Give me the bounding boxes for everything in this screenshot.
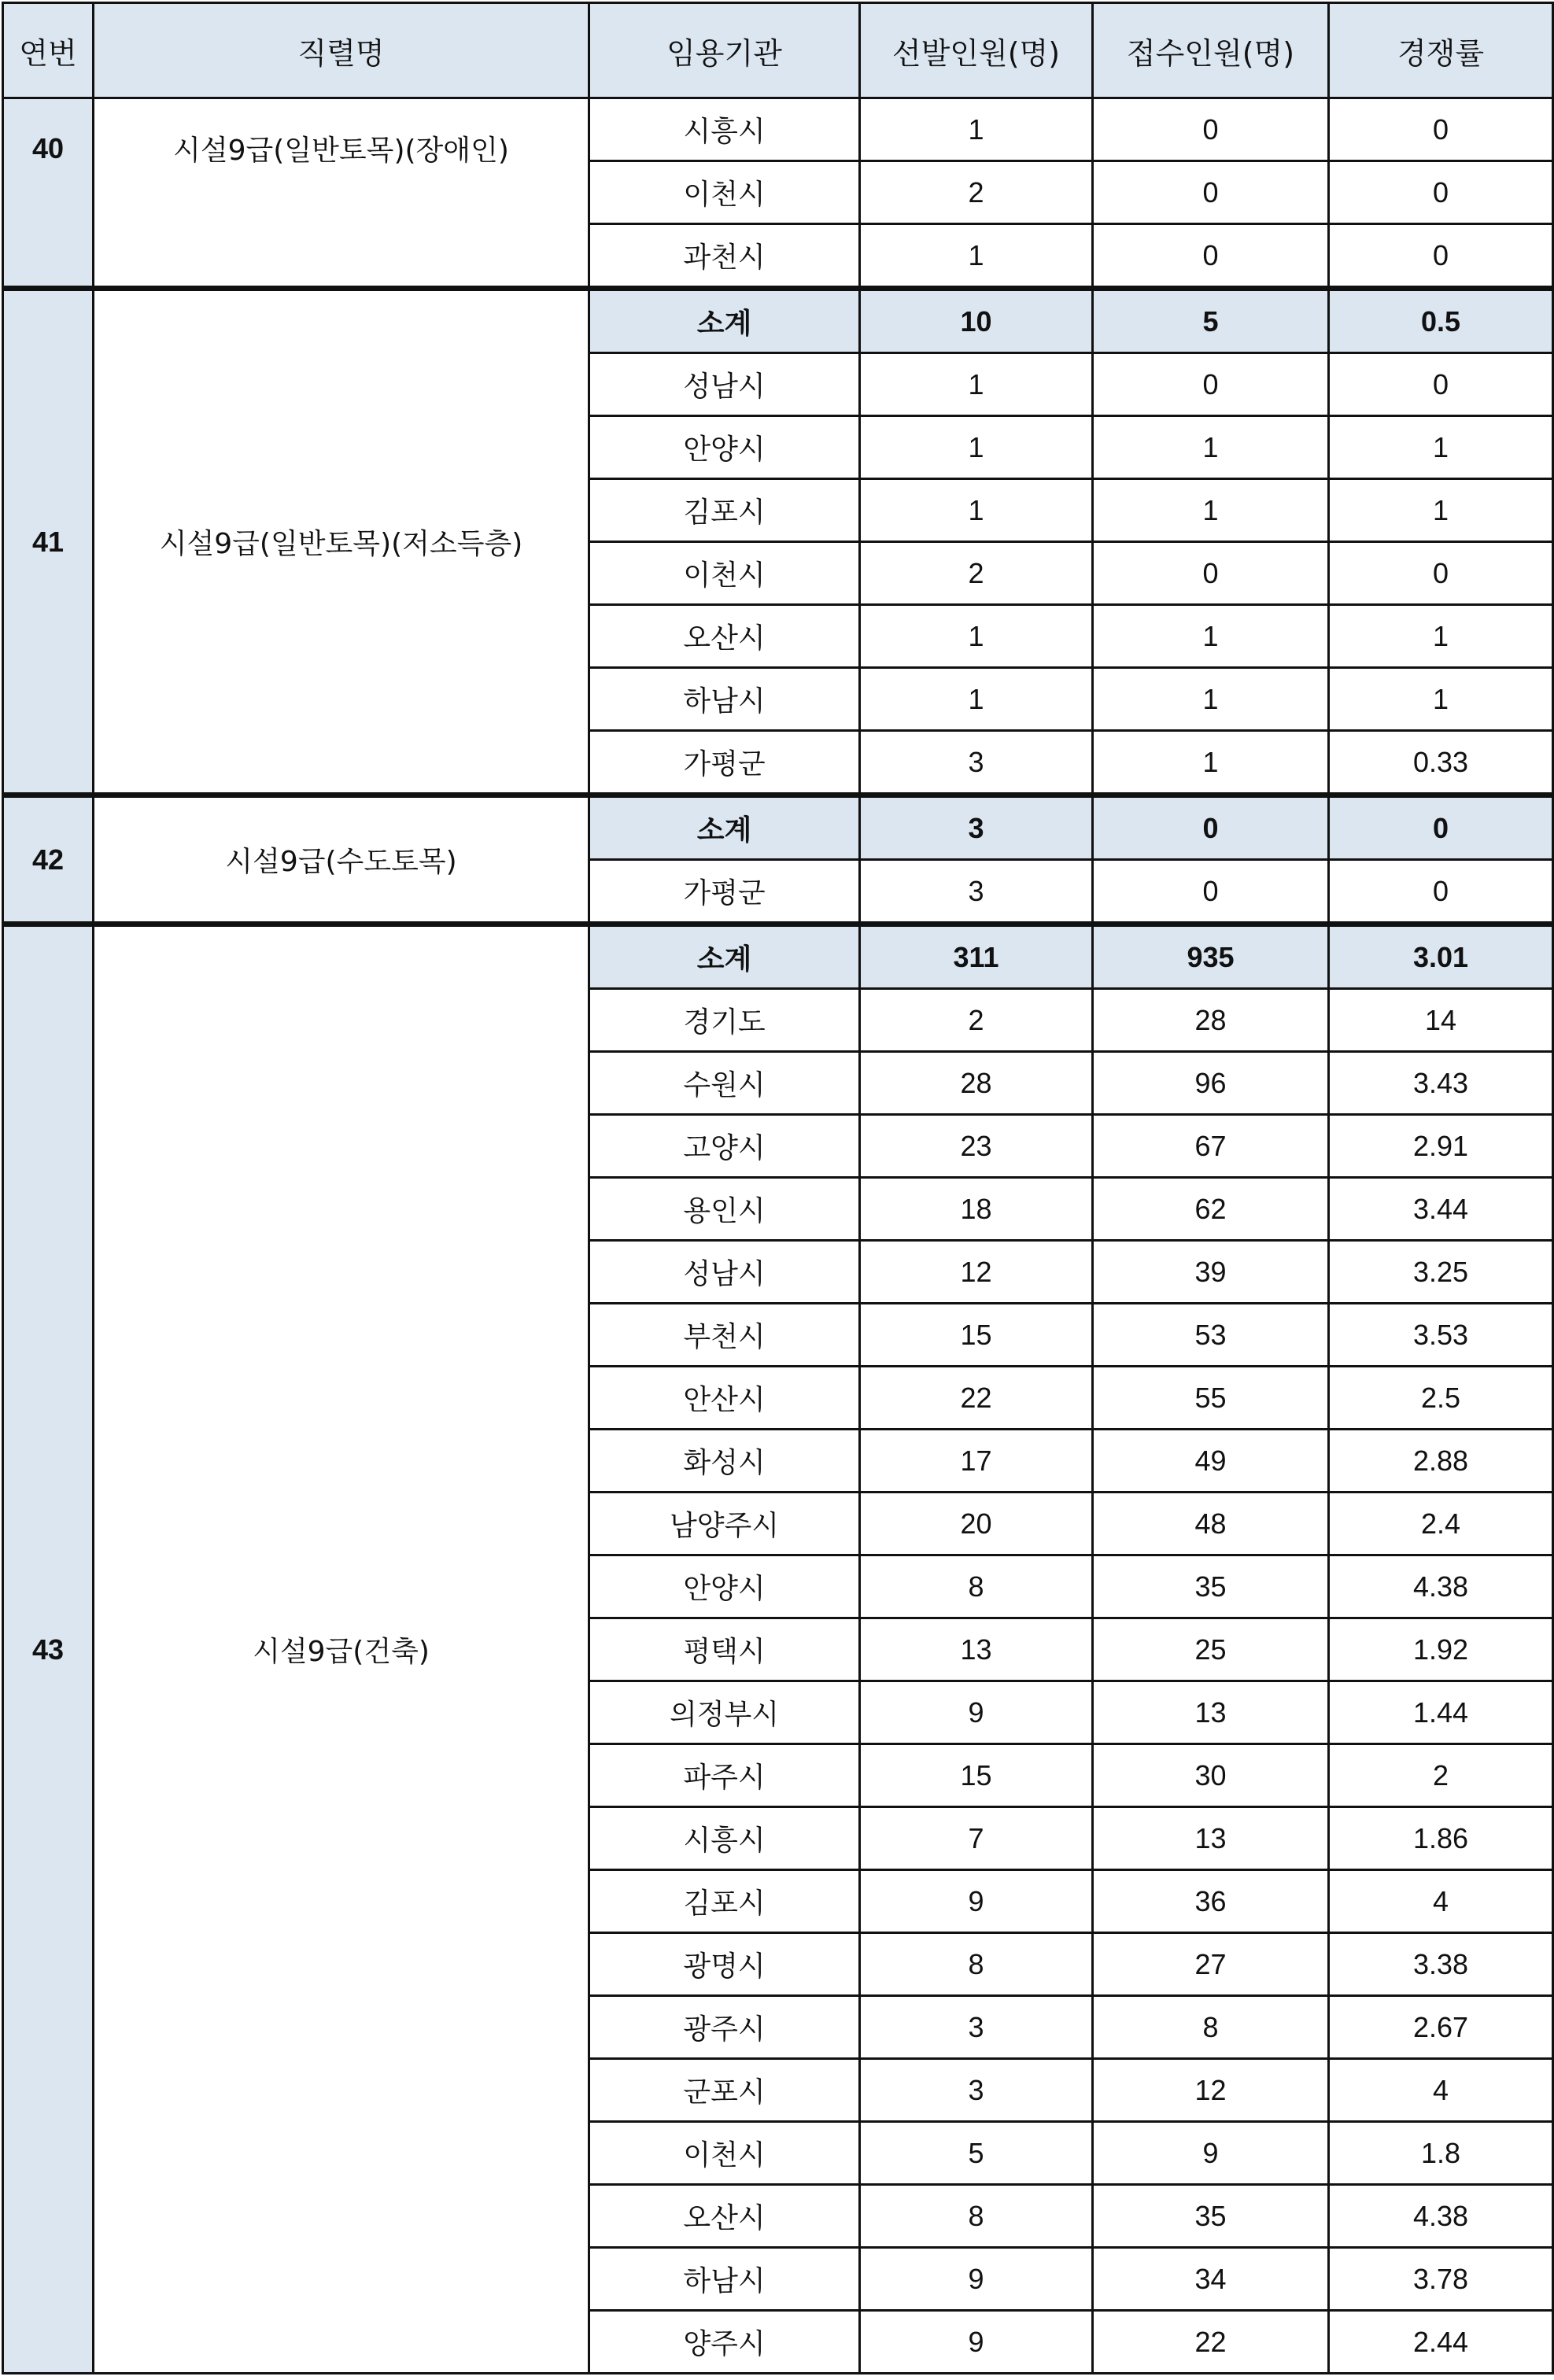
applied-count-cell: 0 xyxy=(1093,860,1329,924)
appointing-agency-cell: 경기도 xyxy=(589,989,860,1052)
appointing-agency-cell: 오산시 xyxy=(589,605,860,668)
applied-count-cell: 1 xyxy=(1093,416,1329,479)
selected-count-cell: 9 xyxy=(860,1870,1093,1933)
appointing-agency-cell: 오산시 xyxy=(589,2185,860,2248)
applied-count-cell: 27 xyxy=(1093,1933,1329,1996)
group-number-label: 43 xyxy=(31,1633,65,1666)
applied-count-cell: 34 xyxy=(1093,2248,1329,2311)
selected-count-cell: 1 xyxy=(860,416,1093,479)
selected-count-cell: 3 xyxy=(860,2059,1093,2122)
competition-rate-cell: 0.33 xyxy=(1329,731,1553,795)
competition-rate-cell: 0 xyxy=(1329,860,1553,924)
competition-rate-cell: 4 xyxy=(1329,2059,1553,2122)
appointing-agency-cell: 시흥시 xyxy=(589,1807,860,1870)
selected-count-cell: 13 xyxy=(860,1618,1093,1681)
appointing-agency-cell: 성남시 xyxy=(589,353,860,416)
group-number xyxy=(3,795,94,924)
competition-rate-cell: 1.86 xyxy=(1329,1807,1553,1870)
header-row xyxy=(3,3,1553,98)
competition-rate-cell: 2.44 xyxy=(1329,2311,1553,2374)
selected-count-cell: 1 xyxy=(860,224,1093,289)
competition-rate-cell: 0 xyxy=(1329,542,1553,605)
competition-rate-cell: 1.44 xyxy=(1329,1681,1553,1744)
appointing-agency-cell: 시흥시 xyxy=(589,98,860,161)
header-applied: 접수인원(명) xyxy=(1093,3,1329,98)
competition-rate-cell: 2.5 xyxy=(1329,1367,1553,1430)
competition-rate-cell: 0 xyxy=(1329,795,1553,860)
job-series-label: 시설9급(건축) xyxy=(253,1636,430,1668)
appointing-agency-cell: 김포시 xyxy=(589,1870,860,1933)
applied-count-cell: 39 xyxy=(1093,1241,1329,1304)
appointing-agency-cell: 가평군 xyxy=(589,731,860,795)
selected-count-cell: 9 xyxy=(860,2311,1093,2374)
competition-rate-cell: 4.38 xyxy=(1329,1555,1553,1618)
appointing-agency-cell: 의정부시 xyxy=(589,1681,860,1744)
selected-count-cell: 1 xyxy=(860,668,1093,731)
appointing-agency-cell: 이천시 xyxy=(589,161,860,224)
recruitment-table xyxy=(2,2,1554,2374)
appointing-agency-cell: 과천시 xyxy=(589,224,860,289)
appointing-agency-cell: 화성시 xyxy=(589,1430,860,1493)
selected-count-cell: 311 xyxy=(860,924,1093,989)
competition-rate-cell: 0.5 xyxy=(1329,289,1553,353)
applied-count-cell: 55 xyxy=(1093,1367,1329,1430)
competition-rate-cell: 4.38 xyxy=(1329,2185,1553,2248)
header-rate: 경쟁률 xyxy=(1329,3,1553,98)
header-org: 임용기관 xyxy=(589,3,860,98)
competition-rate-cell: 2.91 xyxy=(1329,1115,1553,1178)
applied-count-cell: 0 xyxy=(1093,98,1329,161)
appointing-agency-cell: 이천시 xyxy=(589,542,860,605)
competition-rate-cell: 0 xyxy=(1329,224,1553,289)
appointing-agency-cell: 고양시 xyxy=(589,1115,860,1178)
applied-count-cell: 22 xyxy=(1093,2311,1329,2374)
applied-count-cell: 28 xyxy=(1093,989,1329,1052)
selected-count-cell: 7 xyxy=(860,1807,1093,1870)
table-row xyxy=(3,795,1553,860)
table-row xyxy=(3,98,1553,161)
selected-count-cell: 8 xyxy=(860,2185,1093,2248)
selected-count-cell: 15 xyxy=(860,1304,1093,1367)
competition-rate-cell: 1 xyxy=(1329,605,1553,668)
appointing-agency-cell: 군포시 xyxy=(589,2059,860,2122)
applied-count-cell: 35 xyxy=(1093,1555,1329,1618)
job-series-name xyxy=(94,289,589,795)
selected-count-cell: 2 xyxy=(860,161,1093,224)
applied-count-cell: 1 xyxy=(1093,668,1329,731)
competition-rate-cell: 3.25 xyxy=(1329,1241,1553,1304)
competition-rate-cell: 1 xyxy=(1329,668,1553,731)
selected-count-cell: 10 xyxy=(860,289,1093,353)
applied-count-cell: 8 xyxy=(1093,1996,1329,2059)
group-number xyxy=(3,98,94,289)
job-series-label: 시설9급(일반토목)(저소득층) xyxy=(159,528,523,560)
appointing-agency-cell: 김포시 xyxy=(589,479,860,542)
competition-rate-cell: 0 xyxy=(1329,353,1553,416)
appointing-agency-cell: 성남시 xyxy=(589,1241,860,1304)
applied-count-cell: 0 xyxy=(1093,795,1329,860)
selected-count-cell: 8 xyxy=(860,1555,1093,1618)
selected-count-cell: 3 xyxy=(860,860,1093,924)
appointing-agency-cell: 이천시 xyxy=(589,2122,860,2185)
competition-rate-cell: 3.78 xyxy=(1329,2248,1553,2311)
competition-rate-cell: 2.88 xyxy=(1329,1430,1553,1493)
selected-count-cell: 8 xyxy=(860,1933,1093,1996)
selected-count-cell: 20 xyxy=(860,1493,1093,1555)
appointing-agency-cell: 안양시 xyxy=(589,1555,860,1618)
header-no: 연번 xyxy=(3,3,94,98)
applied-count-cell: 0 xyxy=(1093,542,1329,605)
appointing-agency-cell: 안양시 xyxy=(589,416,860,479)
competition-rate-cell: 3.44 xyxy=(1329,1178,1553,1241)
competition-rate-cell: 3.01 xyxy=(1329,924,1553,989)
applied-count-cell: 1 xyxy=(1093,605,1329,668)
group-number-label: 42 xyxy=(31,843,65,876)
applied-count-cell: 48 xyxy=(1093,1493,1329,1555)
selected-count-cell: 9 xyxy=(860,1681,1093,1744)
applied-count-cell: 96 xyxy=(1093,1052,1329,1115)
selected-count-cell: 17 xyxy=(860,1430,1093,1493)
group-number xyxy=(3,924,94,2374)
appointing-agency-cell: 가평군 xyxy=(589,860,860,924)
selected-count-cell: 9 xyxy=(860,2248,1093,2311)
applied-count-cell: 49 xyxy=(1093,1430,1329,1493)
appointing-agency-cell: 수원시 xyxy=(589,1052,860,1115)
applied-count-cell: 1 xyxy=(1093,479,1329,542)
applied-count-cell: 0 xyxy=(1093,353,1329,416)
selected-count-cell: 5 xyxy=(860,2122,1093,2185)
appointing-agency-cell: 광주시 xyxy=(589,1996,860,2059)
appointing-agency-cell: 소계 xyxy=(589,924,860,989)
group-number-label: 41 xyxy=(31,525,65,558)
applied-count-cell: 25 xyxy=(1093,1618,1329,1681)
competition-rate-cell: 2 xyxy=(1329,1744,1553,1807)
applied-count-cell: 36 xyxy=(1093,1870,1329,1933)
competition-rate-cell: 0 xyxy=(1329,98,1553,161)
applied-count-cell: 12 xyxy=(1093,2059,1329,2122)
applied-count-cell: 1 xyxy=(1093,731,1329,795)
selected-count-cell: 1 xyxy=(860,479,1093,542)
appointing-agency-cell: 양주시 xyxy=(589,2311,860,2374)
selected-count-cell: 1 xyxy=(860,98,1093,161)
applied-count-cell: 67 xyxy=(1093,1115,1329,1178)
job-series-name xyxy=(94,795,589,924)
selected-count-cell: 3 xyxy=(860,795,1093,860)
competition-rate-cell: 0 xyxy=(1329,161,1553,224)
applied-count-cell: 53 xyxy=(1093,1304,1329,1367)
selected-count-cell: 28 xyxy=(860,1052,1093,1115)
competition-rate-cell: 1 xyxy=(1329,416,1553,479)
selected-count-cell: 3 xyxy=(860,1996,1093,2059)
header-name: 직렬명 xyxy=(94,3,589,98)
competition-rate-cell: 14 xyxy=(1329,989,1553,1052)
selected-count-cell: 1 xyxy=(860,605,1093,668)
group-number-label: 40 xyxy=(31,131,65,164)
competition-rate-cell: 3.38 xyxy=(1329,1933,1553,1996)
selected-count-cell: 3 xyxy=(860,731,1093,795)
table-body xyxy=(3,98,1553,2374)
applied-count-cell: 5 xyxy=(1093,289,1329,353)
table-row xyxy=(3,924,1553,989)
job-series-label: 시설9급(일반토목)(장애인) xyxy=(173,135,509,167)
applied-count-cell: 30 xyxy=(1093,1744,1329,1807)
applied-count-cell: 0 xyxy=(1093,161,1329,224)
appointing-agency-cell: 용인시 xyxy=(589,1178,860,1241)
applied-count-cell: 9 xyxy=(1093,2122,1329,2185)
competition-rate-cell: 4 xyxy=(1329,1870,1553,1933)
competition-rate-cell: 1 xyxy=(1329,479,1553,542)
selected-count-cell: 1 xyxy=(860,353,1093,416)
appointing-agency-cell: 하남시 xyxy=(589,668,860,731)
selected-count-cell: 23 xyxy=(860,1115,1093,1178)
competition-rate-cell: 2.4 xyxy=(1329,1493,1553,1555)
appointing-agency-cell: 안산시 xyxy=(589,1367,860,1430)
table-row xyxy=(3,289,1553,353)
competition-rate-cell: 2.67 xyxy=(1329,1996,1553,2059)
appointing-agency-cell: 하남시 xyxy=(589,2248,860,2311)
selected-count-cell: 15 xyxy=(860,1744,1093,1807)
appointing-agency-cell: 파주시 xyxy=(589,1744,860,1807)
applied-count-cell: 935 xyxy=(1093,924,1329,989)
selected-count-cell: 22 xyxy=(860,1367,1093,1430)
selected-count-cell: 18 xyxy=(860,1178,1093,1241)
competition-rate-cell: 1.92 xyxy=(1329,1618,1553,1681)
selected-count-cell: 2 xyxy=(860,989,1093,1052)
competition-rate-cell: 1.8 xyxy=(1329,2122,1553,2185)
appointing-agency-cell: 광명시 xyxy=(589,1933,860,1996)
applied-count-cell: 62 xyxy=(1093,1178,1329,1241)
applied-count-cell: 13 xyxy=(1093,1681,1329,1744)
applied-count-cell: 35 xyxy=(1093,2185,1329,2248)
selected-count-cell: 12 xyxy=(860,1241,1093,1304)
selected-count-cell: 2 xyxy=(860,542,1093,605)
competition-rate-cell: 3.43 xyxy=(1329,1052,1553,1115)
header-selected: 선발인원(명) xyxy=(860,3,1093,98)
appointing-agency-cell: 남양주시 xyxy=(589,1493,860,1555)
job-series-name xyxy=(94,924,589,2374)
appointing-agency-cell: 소계 xyxy=(589,289,860,353)
job-series-label: 시설9급(수도토목) xyxy=(225,846,457,878)
job-series-name xyxy=(94,98,589,289)
applied-count-cell: 0 xyxy=(1093,224,1329,289)
appointing-agency-cell: 소계 xyxy=(589,795,860,860)
applied-count-cell: 13 xyxy=(1093,1807,1329,1870)
group-number xyxy=(3,289,94,795)
competition-rate-cell: 3.53 xyxy=(1329,1304,1553,1367)
appointing-agency-cell: 부천시 xyxy=(589,1304,860,1367)
appointing-agency-cell: 평택시 xyxy=(589,1618,860,1681)
